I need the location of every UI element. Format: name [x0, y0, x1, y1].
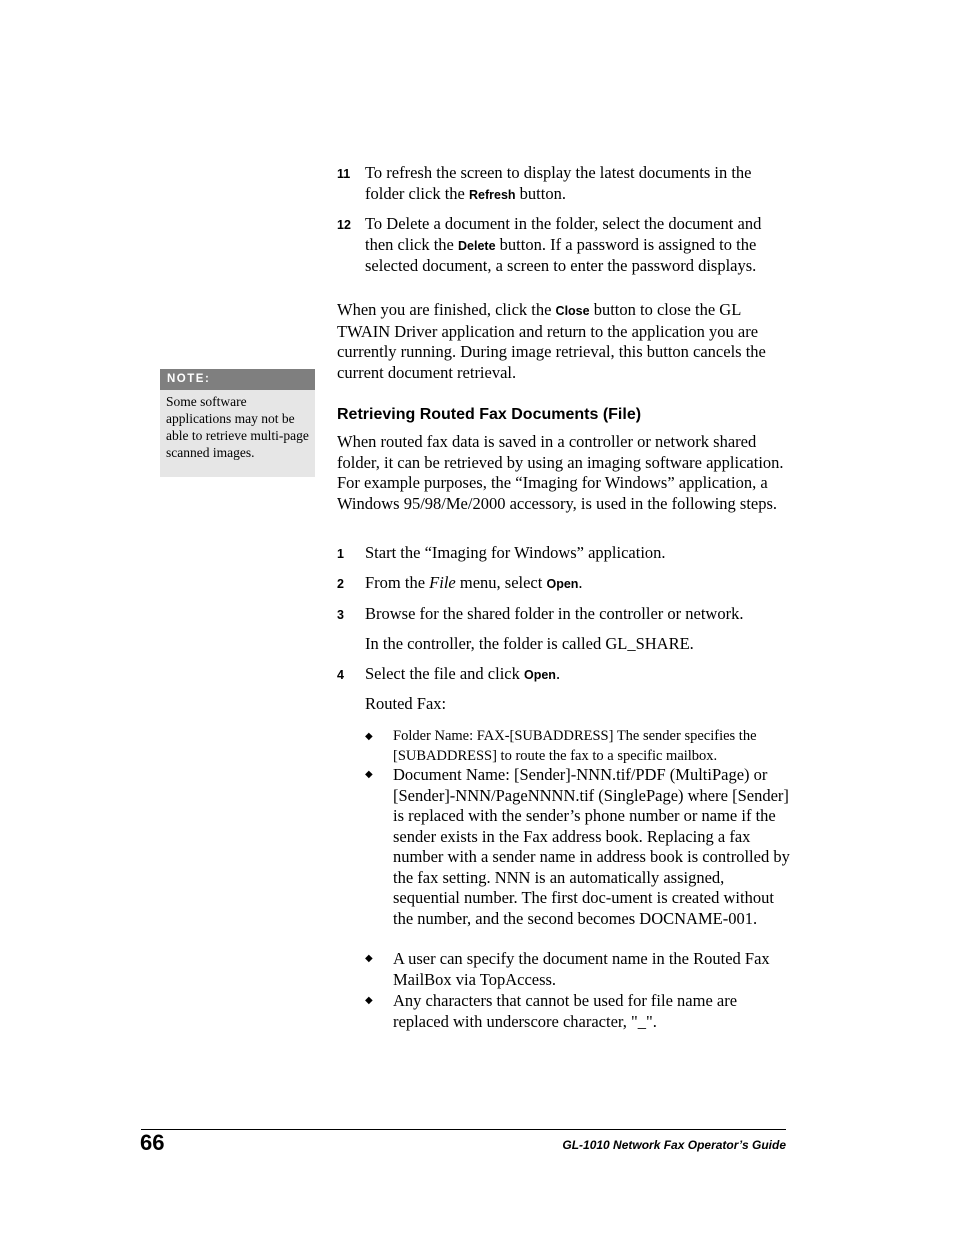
step-number: 2 [337, 577, 344, 591]
step-text: From the File menu, select Open. [365, 573, 583, 592]
step-11 [337, 163, 792, 205]
delete-button-label: Delete [458, 238, 496, 253]
step-3 [337, 604, 792, 625]
open-button-label: Open [523, 668, 556, 682]
diamond-bullet-icon: ◆ [365, 731, 373, 742]
bullet-item: ◆ Any characters that cannot be used for file name are replaced with underscore character, "_". [365, 991, 738, 1031]
note-label: NOTE: [160, 369, 315, 390]
step-text: Browse for the shared folder in the controller or network. [365, 604, 744, 623]
diamond-bullet-icon: ◆ [365, 769, 373, 780]
step-number: 4 [337, 668, 344, 682]
close-button-label: Close [555, 304, 590, 318]
step-text: To refresh the screen to display the latest documents in the folder click the Refresh button. [365, 163, 752, 203]
routed-fax-label: Routed Fax: [365, 694, 447, 713]
finish-paragraph: When you are finished, click the Close button to close the GL TWAIN Driver application and return to the application you are currently running. During image retrieval, this button cancels the current document retrieval. [337, 300, 766, 382]
bullet-item: ◆ Folder Name: FAX-[SUBADDRESS] The sender specifies the [SUBADDRESS] to route the fax to a specific mailbox. [365, 728, 757, 764]
step-3-note: In the controller, the folder is called GL_SHARE. [365, 634, 694, 653]
page-number: 66 [140, 1130, 165, 1155]
footer-divider [141, 1129, 786, 1130]
intro-paragraph: When routed fax data is saved in a controller or network shared folder, it can be retrieved by using an imaging software application. For example purposes, the “Imaging for Windows” application, a Windows 95/98/Me/2000 accessory, is used in the following steps. [337, 432, 784, 513]
section-heading: Retrieving Routed Fax Documents (File) [337, 406, 642, 423]
diamond-bullet-icon: ◆ [365, 995, 373, 1006]
step-1 [337, 543, 792, 564]
open-menu-label: Open [546, 577, 579, 591]
step-text: Select the file and click Open. [365, 664, 561, 683]
refresh-button-label: Refresh [469, 187, 516, 202]
step-4 [337, 664, 792, 686]
step-text: To Delete a document in the folder, select the document and then click the Delete button. If a password is assigned to the selected document, a screen to enter the password displays. [365, 214, 762, 275]
step-2 [337, 573, 792, 595]
note-text: Some software applications may not be able to retrieve multi-page scanned images. [166, 394, 309, 460]
note-box [160, 369, 315, 477]
step-text: Start the “Imaging for Windows” application. [365, 543, 666, 562]
step-12 [337, 214, 792, 277]
step-number: 1 [337, 547, 344, 561]
step-number: 11 [337, 167, 351, 181]
diamond-bullet-icon: ◆ [365, 953, 373, 964]
footer-title: GL-1010 Network Fax Operator’s Guide [562, 1138, 786, 1152]
bullet-item: ◆ A user can specify the document name in the Routed Fax MailBox via TopAccess. [365, 949, 770, 989]
bullet-item: ◆ Document Name: [Sender]-NNN.tif/PDF (MultiPage) or [Sender]-NNN/PageNNNN.tif (SinglePage) where [Sender] is replaced with the sender’s phone number or name if the sender exists in the Fax address book. Replacing a fax number with a sender name in address book is controlled by the fax setting. NNN is an automatically assigned, sequential number. The first doc-ument is created without the number, and the second becomes DOCNAME-001. [365, 765, 790, 928]
step-number: 3 [337, 608, 344, 622]
step-number: 12 [337, 218, 351, 232]
